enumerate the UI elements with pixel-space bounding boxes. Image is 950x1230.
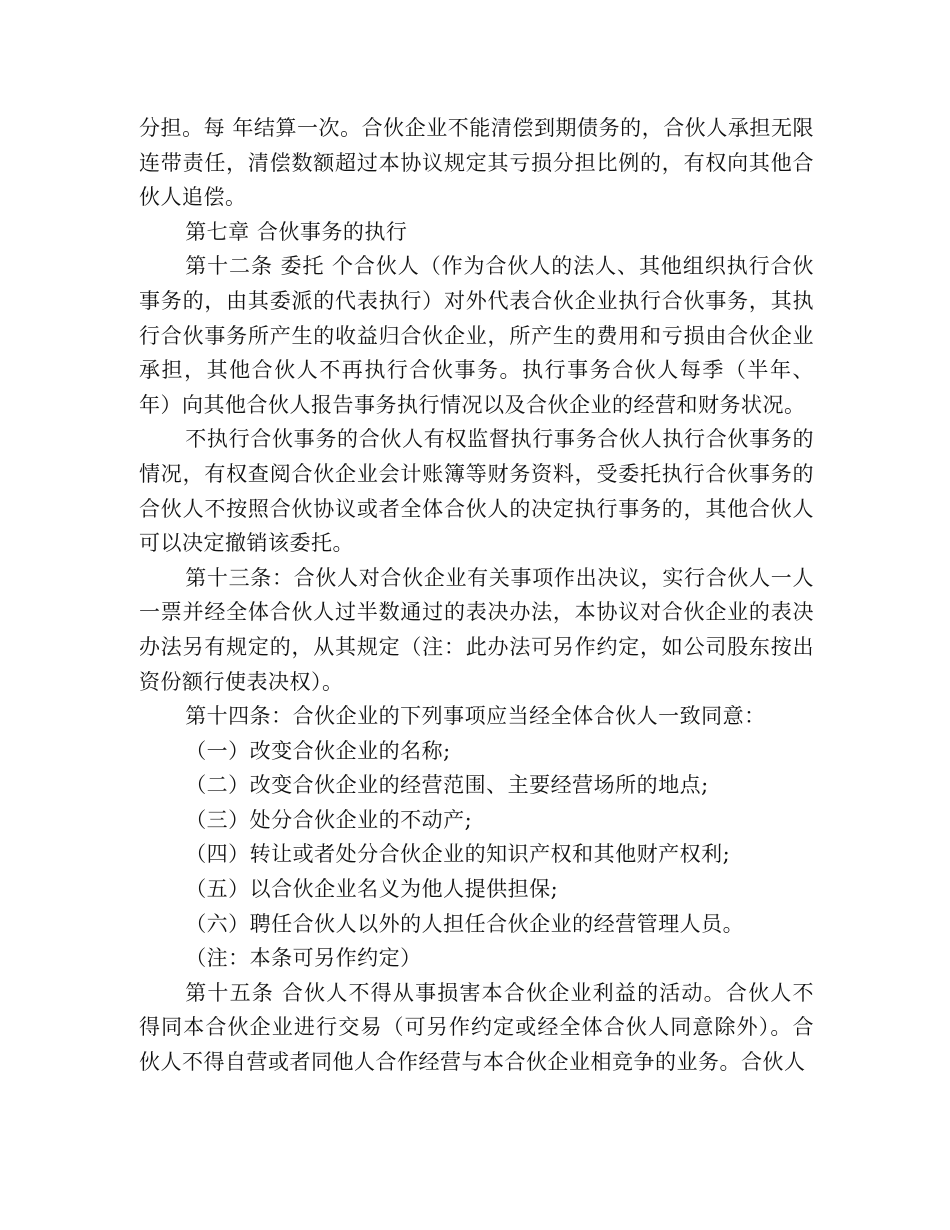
article-14-paragraph: 第十四条：合伙企业的下列事项应当经全体合伙人一致同意： xyxy=(185,704,766,729)
list-item-1: （一）改变合伙企业的名称; xyxy=(185,738,451,763)
article-15-paragraph: 第十五条 合伙人不得从事损害本合伙企业利益的活动。合伙人不得同本合伙企业进行交易（可另作约定或经全体合伙人同意除外）。合伙人不得自营或者同他人合作经营与本合伙企业相竞争的业务。合伙人 xyxy=(139,980,814,1075)
article-12-paragraph: 第十二条 委托 个合伙人（作为合伙人的法人、其他组织执行合伙事务的，由其委派的代表执行）对外代表合伙企业执行合伙事务，其执行合伙事务所产生的收益归合伙企业，所产生的费用和亏损由合伙企业承担，其他合伙人不再执行合伙事务。执行事务合伙人每季（半年、年）向其他合伙人报告事务执行情况以及合伙企业的经营和财务状况。 xyxy=(139,254,814,417)
document-body xyxy=(139,111,814,1080)
list-item-2: （二）改变合伙企业的经营范围、主要经营场所的地点; xyxy=(185,773,709,798)
supervision-paragraph: 不执行合伙事务的合伙人有权监督执行事务合伙人执行合伙事务的情况，有权查阅合伙企业会计账簿等财务资料，受委托执行合伙事务的合伙人不按照合伙协议或者全体合伙人的决定执行事务的，其他合伙人可以决定撤销该委托。 xyxy=(139,427,814,556)
list-item-5: （五）以合伙企业名义为他人提供担保; xyxy=(185,877,559,902)
note-paragraph: （注：本条可另作约定） xyxy=(185,946,422,971)
list-item-4: （四）转让或者处分合伙企业的知识产权和其他财产权利; xyxy=(185,842,731,867)
list-item-3: （三）处分合伙企业的不动产; xyxy=(185,807,473,832)
chapter-heading-7: 第七章 合伙事务的执行 xyxy=(185,219,408,244)
list-item-6: （六）聘任合伙人以外的人担任合伙企业的经营管理人员。 xyxy=(185,911,745,936)
paragraph-loss-sharing: 分担。每 年结算一次。合伙企业不能清偿到期债务的，合伙人承担无限连带责任，清偿数额超过本协议规定其亏损分担比例的，有权向其他合伙人追偿。 xyxy=(139,116,814,210)
article-13-paragraph: 第十三条：合伙人对合伙企业有关事项作出决议，实行合伙人一人一票并经全体合伙人过半数通过的表决办法，本协议对合伙企业的表决办法另有规定的，从其规定（注：此办法可另作约定，如公司股东按出资份额行使表决权）。 xyxy=(139,565,814,694)
